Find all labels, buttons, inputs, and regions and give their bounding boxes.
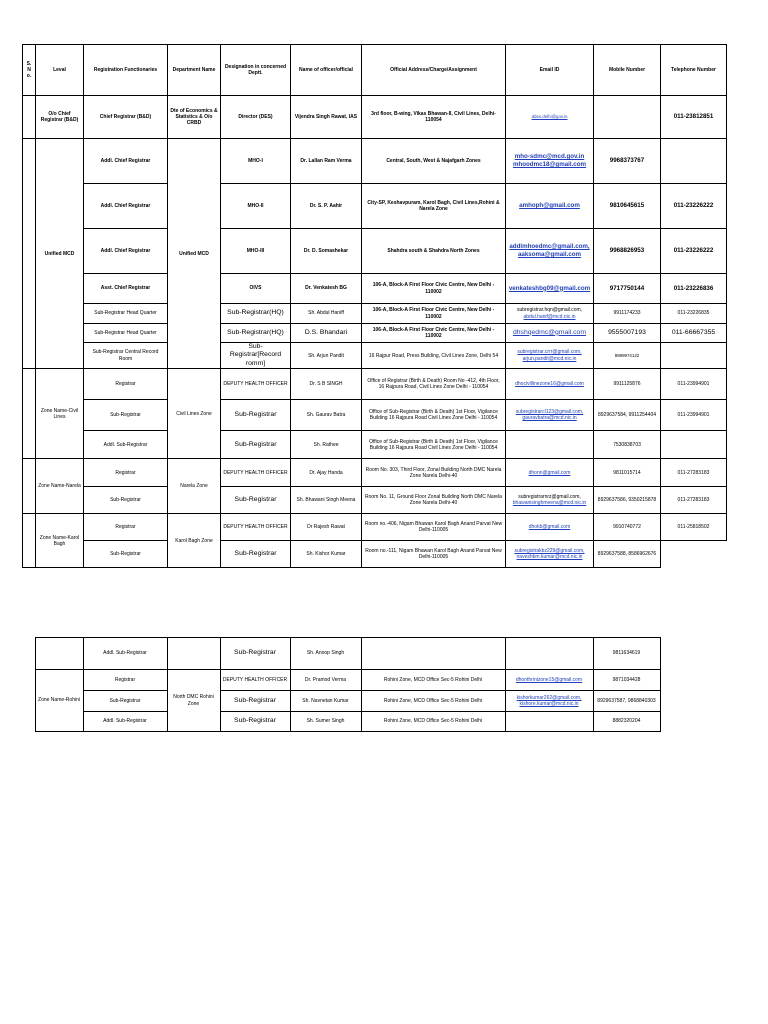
address-cell: Office of Sub-Registrar (Birth & Death) 1st Floor, Vigilance Building 16 Rajpura Road Civil Lines Zone Delhi - 110054 [362,431,506,459]
sno-cell [22,670,35,691]
sno-cell [23,96,36,139]
telephone-cell: 011-23226222 [661,229,727,274]
email-cell [506,184,594,229]
email-link[interactable]: kishore.kumar@mcd.nic.in [519,701,579,707]
header-email: Email ID [506,45,594,96]
functionary-cell: Addl. Sub-Registrar [83,712,167,732]
table-row [23,96,727,139]
functionary-cell: Sub-Registrar Central Record Room [84,343,168,369]
header-sno: S. N o. [23,45,36,96]
telephone-cell: 011-66667355 [661,324,727,343]
address-cell: Rohini Zone, MCD Office Sec-5 Rohini Delhi [361,670,505,691]
email-link[interactable]: gauravbatra@mcd.nic.in [522,415,577,422]
level-cell: O/o Chief Registrar (B&D) [36,96,84,139]
sno-cell [23,139,36,369]
officer-name-cell: Dr. Ajay Handa [291,459,362,487]
header-row [23,45,727,96]
email-link[interactable]: ddes.delhi@gov.in [531,114,568,120]
department-cell: Civil Lines Zone [168,369,221,459]
officer-name-cell: Dr Rajesh Rawat [291,514,362,541]
table-row [23,184,727,229]
telephone-cell: 011-23226836 [661,274,727,304]
address-cell: 106-A, Block-A First Floor Civic Centre, New Delhi - 110002 [362,304,506,324]
mobile-cell: 8929637584, 9911254404 [594,400,661,431]
designation-cell: OIVS [221,274,291,304]
mobile-cell [594,96,661,139]
mobile-cell: 9911174233 [594,304,661,324]
address-cell: Shahdra south & Shahdra North Zones [362,229,506,274]
officer-name-cell: Sh. Rathee [291,431,362,459]
functionary-cell: Addl. Sub-Registrar [84,431,168,459]
address-cell: 3rd floor, B-wing, Vikas Bhawan-II, Civil Lines, Delhi-110054 [362,96,506,139]
address-cell: Office of Sub-Registrar (Birth & Death) 1st Floor, Vigilance Building 16 Rajpura Road Civil Lines Zone Delhi - 110054 [362,400,506,431]
designation-cell: Sub-Registrar(HQ) [221,304,291,324]
rohini-table [22,637,726,732]
functionary-cell: Asst. Chief Registrar [84,274,168,304]
email-link[interactable]: dhonthrinizone15@gmail.com [515,676,583,683]
mobile-cell: 9968826953 [594,229,661,274]
designation-cell: DEPUTY HEALTH OFFICER [221,369,291,400]
officer-name-cell: Vijendra Singh Rawat, IAS [291,96,362,139]
table-row [23,304,727,324]
mobile-cell: 9810645615 [594,184,661,229]
mobile-cell: 9911125876 [594,369,661,400]
telephone-cell: 011-23994901 [661,400,727,431]
department-cell: Unified MCD [168,139,221,369]
officer-name-cell: D.S. Bhandari [291,324,362,343]
address-cell: Rohini Zone, MCD Office Sec-5 Rohini Delhi [361,691,505,712]
email-link[interactable]: dhocivillinezone16@gmail.com [515,381,584,388]
department-cell: North DMC Rohini Zone [167,670,220,732]
email-link[interactable]: addlmhoedmc@gmail.com, [509,243,590,251]
designation-cell: Sub-Registrar [221,487,291,514]
address-cell: Room no.-406, Nigam Bhawan Karol Bagh Anand Parvat New Delhi-110005 [362,514,506,541]
mobile-cell: 8929637587, 9868840303 [593,691,660,712]
designation-cell: Sub-Registrar [221,431,291,459]
designation-cell: DEPUTY HEALTH OFFICER [221,514,291,541]
email-link[interactable]: subregistrar.crrr@gmail.com, [517,349,582,356]
functionary-cell: Addl. Chief Registrar [84,229,168,274]
email-link[interactable]: bhawanisinghmeena@mcd.nic.in [512,500,587,507]
functionary-cell: Registrar [84,369,168,400]
functionary-cell: Addl. Chief Registrar [84,184,168,229]
address-cell [361,638,505,670]
email-cell [506,304,594,324]
department-cell: Narela Zone [168,459,221,514]
designation-cell: Sub-Registrar(HQ) [221,324,291,343]
officer-name-cell: Sh. Abdul Haniff [291,304,362,324]
email-link[interactable]: venkateshbg09@gmail.com [508,284,591,292]
functionary-cell: Sub-Registrar [84,541,168,568]
designation-cell: Sub-Registrar [221,541,291,568]
table-row [23,343,727,369]
designation-cell: DEPUTY HEALTH OFFICER [221,459,291,487]
designation-cell: Sub-Registrar [220,638,290,670]
designation-cell: Sub-Registrar [220,691,290,712]
address-cell: 106-A, Block-A First Floor Civic Centre, New Delhi - 110002 [362,324,506,343]
email-cell [506,431,594,459]
table-row [23,229,727,274]
designation-cell: Sub-Registrar [221,400,291,431]
email-cell [506,139,594,184]
mobile-cell: 9811015714 [594,459,661,487]
functionary-cell: Registrar [83,670,167,691]
sno-cell [22,712,35,732]
address-cell: Room No. 303, Third Floor, Zonal Building North DMC Narela Zone Narela Delhi-40 [362,459,506,487]
header-mobile: Mobile Number [594,45,661,96]
sno-cell [22,638,35,670]
mobile-cell: 9811634619 [593,638,660,670]
header-name: Name of officer/official [291,45,362,96]
address-cell: 106-A, Block-A First Floor Civic Centre, New Delhi - 110002 [362,274,506,304]
functionary-cell: Chief Registrar (B&D) [84,96,168,139]
officer-name-cell: Sh. Gaurav Batra [291,400,362,431]
officer-name-cell: Dr. S B SINGH [291,369,362,400]
department-cell [167,638,220,670]
table-row [23,487,727,514]
table-row [23,400,727,431]
mobile-cell: 7530838703 [594,431,661,459]
telephone-cell: 011-27283183 [661,487,727,514]
functionary-cell: Sub-Registrar [84,487,168,514]
table-row [23,274,727,304]
address-cell: Room No. 11, Ground Floor Zonal Building North DMC Narela Zone Narela Delhi-40 [362,487,506,514]
email-cell [505,670,593,691]
functionary-cell: Addl. Sub-Registrar [83,638,167,670]
email-cell [506,343,594,369]
header-level: Leval [36,45,84,96]
level-cell: Zone Name-Narela [36,459,84,514]
table-row [23,514,727,541]
functionary-cell: Sub-Registrar [83,691,167,712]
telephone-cell: 011-25818502 [661,514,727,541]
email-link[interactable]: mho-sdmc@mcd.gov.in [514,153,585,161]
functionary-cell: Sub-Registrar [84,400,168,431]
department-cell: Karol Bagh Zone [168,514,221,568]
header-telephone: Telephone Number [661,45,727,96]
officer-name-cell: Dr. Venkatesh BG [291,274,362,304]
mobile-cell: 8929637586, 9350215878 [594,487,661,514]
officer-name-cell: Sh. Arjun Pandit [291,343,362,369]
designation-cell: Sub-Registrar[Record romm] [221,343,291,369]
telephone-cell: 011-23226222 [661,184,727,229]
sno-cell [23,459,36,514]
telephone-cell [661,541,727,568]
telephone-cell [660,670,726,691]
sno-cell [23,514,36,568]
officer-name-cell: Sh. Anoop Singh [290,638,361,670]
telephone-cell: 011-23994901 [661,369,727,400]
email-link[interactable]: abdul.hanif@mcd.nic.in [523,313,576,320]
email-text: subregistrar.hqn@gmail.com, [516,307,583,314]
department-cell: Dte of Economics & Statistics & O/o CRBD [168,96,221,139]
address-cell: Room no.-111, Nigam Bhawan Karol Bagh Anand Parvat New Delhi-110005 [362,541,506,568]
email-cell [506,229,594,274]
level-cell: Zone Name-Civil Lines [36,369,84,459]
functionary-cell: Addl. Chief Registrar [84,139,168,184]
email-cell [506,400,594,431]
level-cell: Zone Name-Karol Bagh [36,514,84,568]
email-link[interactable]: dhonn@gmail.com [528,469,571,476]
table-row [23,139,727,184]
officer-name-cell: Dr. Pramod Verma [290,670,361,691]
table-row [22,691,726,712]
email-link[interactable]: subregistrakbz229@gmail.com, [514,548,585,555]
email-cell [506,369,594,400]
email-cell [506,274,594,304]
table-row [23,324,727,343]
telephone-cell [660,638,726,670]
mobile-cell: 9899974122 [594,343,661,369]
functionary-cell: Registrar [84,514,168,541]
email-link[interactable]: dhokb@gmail.com [528,524,571,531]
email-link[interactable]: dhshqedmc@gmail.com [512,328,586,336]
header-designation: Designation in concerned Deptt. [221,45,291,96]
telephone-cell [661,343,727,369]
email-cell [505,691,593,712]
email-cell [505,712,593,732]
email-cell [505,638,593,670]
email-cell [506,541,594,568]
email-link[interactable]: kishorkumar262@gmail.com, [516,694,582,701]
functionary-cell: Registrar [84,459,168,487]
level-cell: Zone Name-Rohini [35,670,83,732]
header-department: Department Name [168,45,221,96]
level-cell [35,638,83,670]
email-cell [506,459,594,487]
address-cell: Rohini Zone, MCD Office Sec-5 Rohini Delhi [361,712,505,732]
email-link[interactable]: mhoodmc18@gmail.com [512,161,587,168]
telephone-cell: 011-23812851 [661,96,727,139]
table-row [22,712,726,732]
officer-name-cell: Sh. Bhawani Singh Meena [291,487,362,514]
telephone-cell [661,139,727,184]
mobile-cell: 9968373767 [594,139,661,184]
mobile-cell: 9555007193 [594,324,661,343]
table-row [22,638,726,670]
email-text: subregistrarnrz@gmail.com, [518,494,581,501]
mobile-cell: 8882320204 [593,712,660,732]
officer-name-cell: Sh. Sumer Singh [290,712,361,732]
sno-cell [22,691,35,712]
officer-name-cell: Dr. D. Somashekar [291,229,362,274]
address-cell: Central, South, West & Najafgarh Zones [362,139,506,184]
table-row [23,369,727,400]
table-row [23,459,727,487]
mobile-cell: 9717750144 [594,274,661,304]
email-link[interactable]: subregistrarcl123@gmail.com, [515,409,584,416]
address-cell: City-SP, Keshavpuram, Karol Bagh, Civil Lines,Rohini & Narela Zone [362,184,506,229]
telephone-cell [660,691,726,712]
email-link[interactable]: amhoph@gmail.com [519,202,580,210]
header-functionaries: Registration Functionaries [84,45,168,96]
sno-cell [23,369,36,459]
address-cell: 16 Rajpur Road, Press Building, Civil Lines Zone, Delhi 54 [362,343,506,369]
level-cell: Unified MCD [36,139,84,369]
functionary-cell: Sub-Registrar Head Quarter [84,324,168,343]
mobile-cell: 8929637588, 8586962676 [594,541,661,568]
header-address: Official Address/Charge/Assignment [362,45,506,96]
mobile-cell: 9871034428 [593,670,660,691]
table-row [23,541,727,568]
email-link[interactable]: arjun.pandit@mcd.nic.in [522,355,577,362]
email-link[interactable]: naveshbm.kumar@mcd.nic.in [516,554,583,561]
table-row [22,670,726,691]
telephone-cell: 011-27283183 [661,459,727,487]
officer-name-cell: Sh. Kishor Kumar [291,541,362,568]
officer-name-cell: Dr. S. P. Aahir [291,184,362,229]
functionary-cell: Sub-Registrar Head Quarter [84,304,168,324]
designation-cell: MHO-II [221,184,291,229]
designation-cell: DEPUTY HEALTH OFFICER [220,670,290,691]
email-link[interactable]: aaksoma@gmail.com [517,251,582,258]
address-cell: Office of Registrar (Birth & Death) Room No -412, 4th Floor, 16 Rajpura Road, Civil Lines Zone Delhi - 110054 [362,369,506,400]
designation-cell: MHO-I [221,139,291,184]
officer-name-cell: Sh. Navnetan Kumar [290,691,361,712]
email-cell [506,514,594,541]
telephone-cell [661,431,727,459]
designation-cell: MHO-III [221,229,291,274]
officer-name-cell: Dr. Lallan Ram Verma [291,139,362,184]
email-cell [506,324,594,343]
telephone-cell [660,712,726,732]
email-cell [506,96,594,139]
email-cell [506,487,594,514]
designation-cell: Sub-Registrar [220,712,290,732]
mobile-cell: 9910740772 [594,514,661,541]
telephone-cell: 011-23226835 [661,304,727,324]
designation-cell: Director (DES) [221,96,291,139]
table-row [23,431,727,459]
officials-table [22,44,727,568]
